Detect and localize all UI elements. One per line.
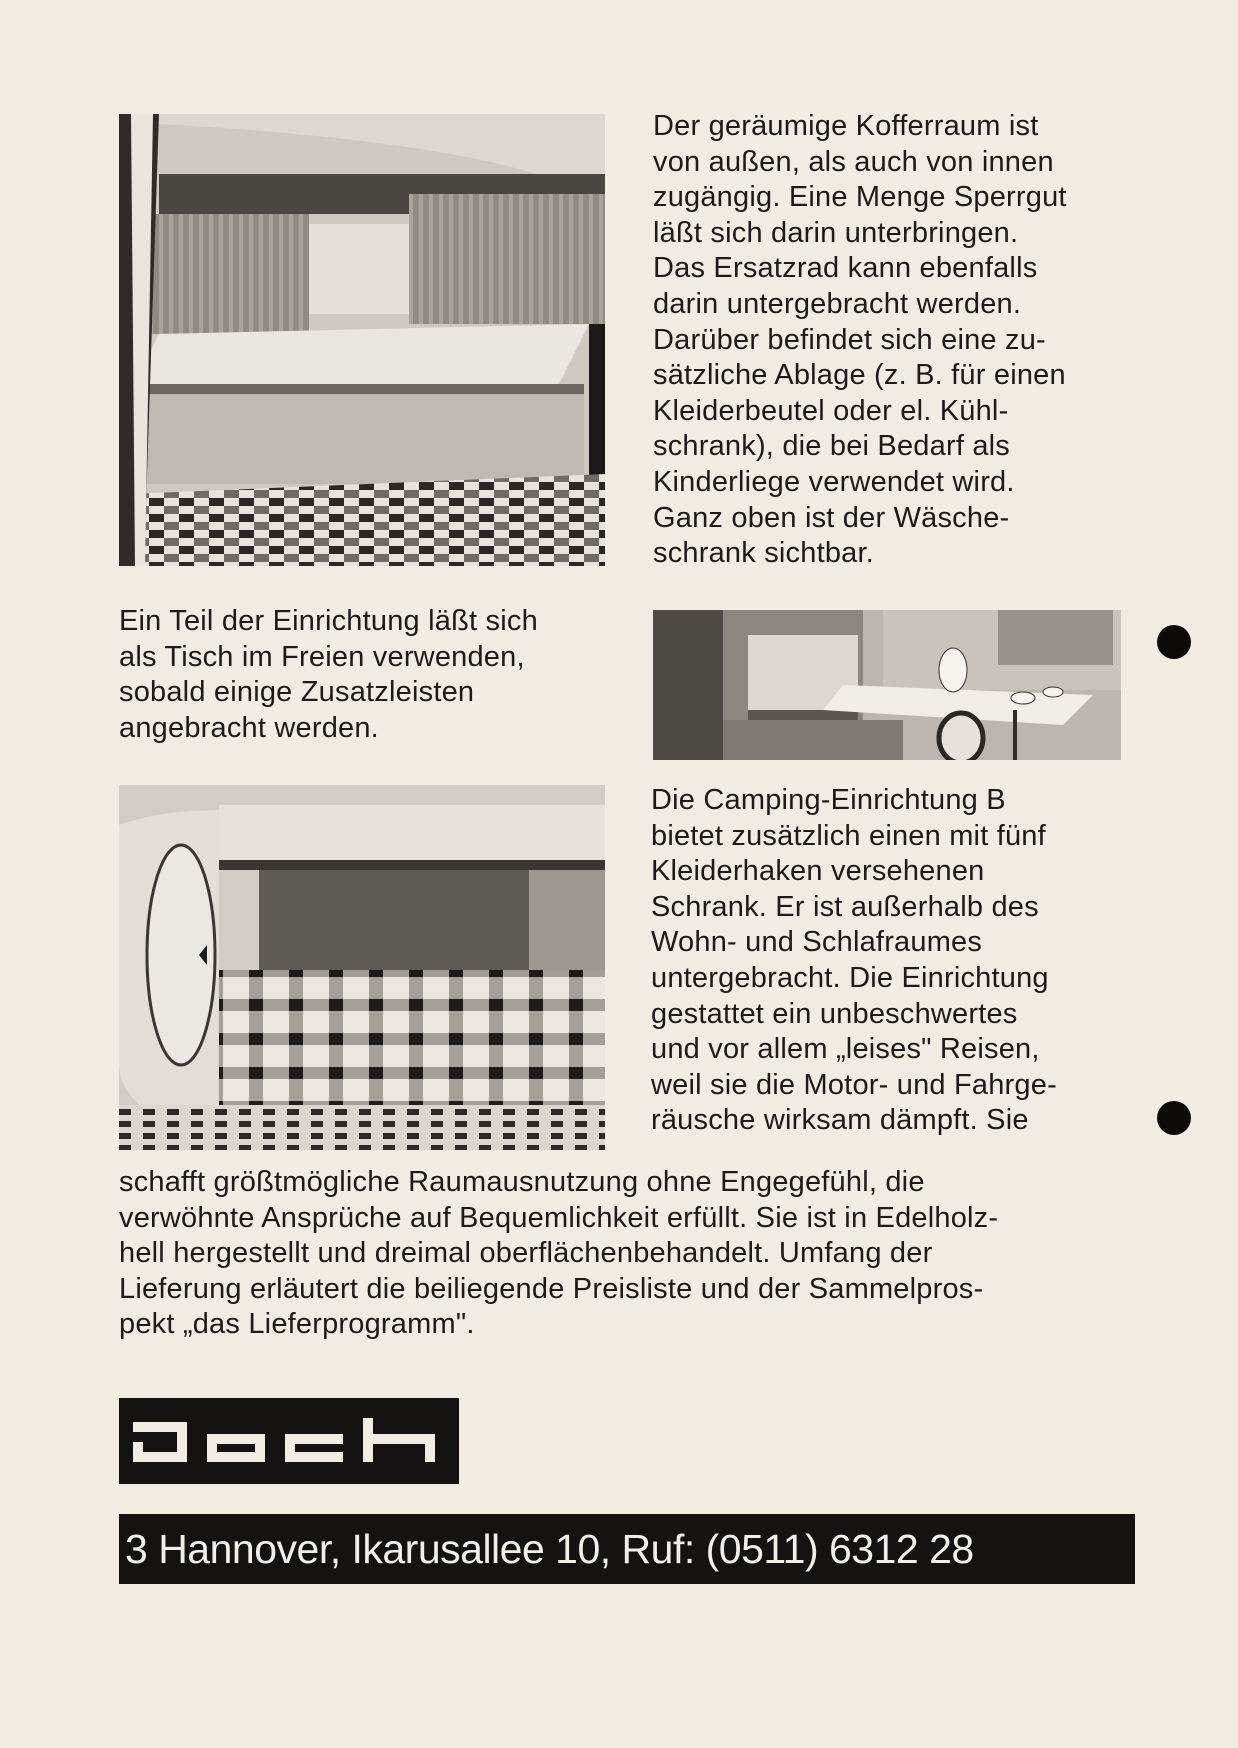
text-table-description: Ein Teil der Einrichtung läßt sich als Tisch im Freien verwenden, sobald einige Zusatzleisten angebracht werden. [119,605,538,744]
binder-hole-top [1157,625,1191,659]
logo [119,1398,459,1484]
text-continuation: schafft größtmögliche Raumausnutzung ohne Engegefühl, die verwöhnte Ansprüche auf Bequemlichkeit erfüllt. Sie ist in Edelholz- hell hergestellt und dreimal oberflächenbehandelt. Umfang der Lieferung erläutert die beiliegende Preisliste und der Sammelpros- pekt „das Lieferprogramm". [119,1166,999,1341]
text-wardrobe-description: Die Camping-Einrichtung B bietet zusätzlich einen mit fünf Kleiderhaken versehenen Schrank. Er ist außerhalb des Wohn- und Schlafraumes untergebracht. Die Einrichtung gestattet ein unbeschwertes und vor allem „leises" Reisen, weil sie die Motor- und Fahrge- räusche wirksam dämpft. Sie [651,784,1057,1137]
address-bar: 3 Hannover, Ikarusallee 10, Ruf: (0511) 6312 28 [119,1514,1135,1584]
photo-wardrobe [119,785,605,1150]
text-trunk-description: Der geräumige Kofferraum ist von außen, als auch von innen zugängig. Eine Menge Sperrgut läßt sich darin unterbringen. Das Ersatzrad kann ebenfalls darin untergebracht werden. Darüber befindet sich eine zu- sätzliche Ablage (z. B. für einen Kleiderbeutel oder el. Kühl- schrank), die bei Bedarf als Kinderliege verwendet wird. Ganz oben ist der Wäsche- schrank sichtbar. [653,110,1067,570]
photo-outdoor-table [653,610,1121,760]
binder-hole-bottom [1157,1101,1191,1135]
photo-trunk-storage [119,114,605,566]
